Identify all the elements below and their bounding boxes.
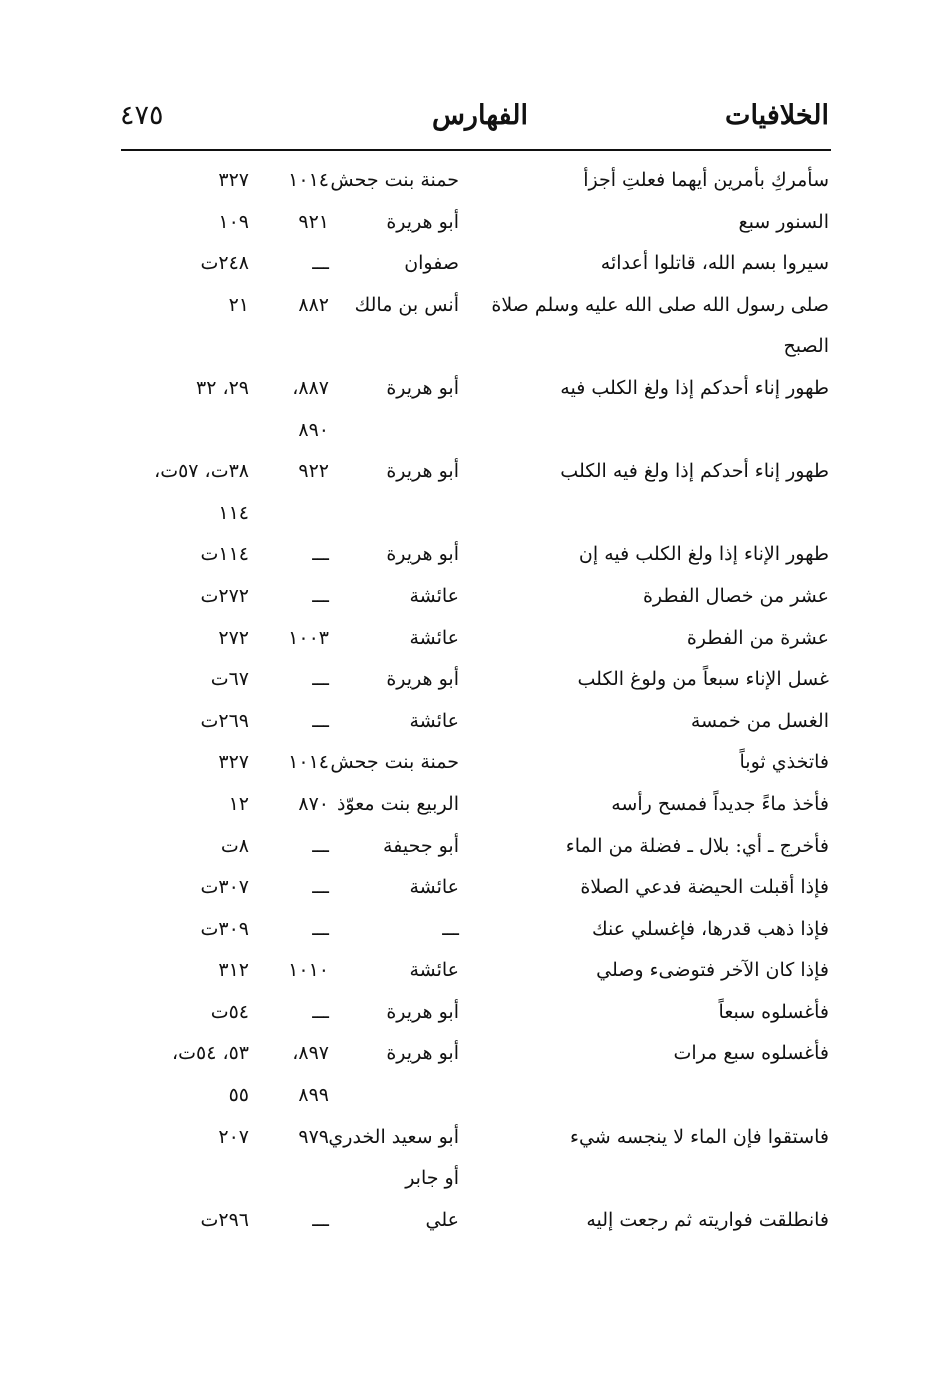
hadith-number: ٨٨٢ [298,293,329,316]
page-refs: ٣٨ت، ٥٧ت، [154,460,249,483]
narrator: عائشة [409,959,459,982]
table-row [0,326,937,368]
header-rule [121,149,831,151]
hadith-number: ـــ [312,709,329,732]
hadith-number: ـــ [312,252,329,275]
page-refs: ٢٧٢ [218,626,249,649]
table-row [0,576,937,618]
hadith-number: ـــ [312,584,329,607]
hadith-text: فإذا أقبلت الحيضة فدعي الصلاة [580,876,829,899]
table-row [0,992,937,1034]
table-row [0,701,937,743]
hadith-text: سيروا بسم الله، قاتلوا أعدائه [600,252,829,275]
table-row [0,202,937,244]
narrator: أبو هريرة [386,668,459,691]
hadith-text: طهور إناء أحدكم إذا ولغ الكلب فيه [560,376,829,399]
hadith-number: ـــ [312,543,329,566]
hadith-text: غسل الإناء سبعاً من ولوغ الكلب [577,668,829,691]
section-title: الفهارس [431,100,529,131]
book-title: الخلافيات [725,100,829,131]
hadith-text: الغسل من خمسة [690,709,829,732]
page-refs: ١٢ [228,792,249,815]
table-row [0,1158,937,1200]
page-number: ٤٧٥ [120,100,164,131]
narrator: عائشة [409,876,459,899]
narrator: عائشة [409,709,459,732]
page-refs: ٢١ [228,293,249,316]
index-table [0,160,937,1241]
narrator: أنس بن مالك [354,293,459,316]
page-refs: ٦٧ت [210,668,249,691]
hadith-number: ـــ [312,917,329,940]
page-refs: ٢٩٦ت [200,1208,249,1231]
hadith-text: طهور الإناء إذا ولغ الكلب فيه إن [578,543,829,566]
hadith-number: ٩٧٩ [298,1125,329,1148]
hadith-text: فأخرج ـ أي: بلال ـ فضلة من الماء [565,834,829,857]
table-row [0,534,937,576]
page-refs: ١١٤ت [200,543,249,566]
hadith-text: عشر من خصال الفطرة [642,584,829,607]
hadith-number: ٩٢١ [298,210,329,233]
hadith-number: ١٠١٤ [288,751,329,774]
table-row [0,493,937,535]
hadith-number: ـــ [312,1000,329,1023]
narrator: أبو هريرة [386,1042,459,1065]
page-refs: ١٠٩ [218,210,249,233]
table-row [0,243,937,285]
page-refs: ٣٠٧ت [200,876,249,899]
page-refs: ٣٢٧ [218,169,249,191]
hadith-number: ـــ [312,1208,329,1231]
narrator: أبو جحيفة [383,834,459,857]
hadith-text: فأغسلوه سبع مرات [673,1042,829,1065]
hadith-text: طهور إناء أحدكم إذا ولغ فيه الكلب [560,460,829,483]
table-row [0,659,937,701]
hadith-number: ٨٩٠ [298,418,329,441]
table-row [0,909,937,951]
hadith-number: ١٠١٤ [288,169,329,191]
page-refs: ٢٧٢ت [200,584,249,607]
table-row [0,867,937,909]
narrator: علي [425,1208,459,1231]
hadith-text: الصبح [783,335,829,358]
hadith-number: ـــ [312,876,329,899]
narrator: صفوان [404,252,459,275]
page-refs: ٣٢٧ [218,751,249,774]
table-row [0,1200,937,1242]
hadith-text: سأمركِ بأمرين أيهما فعلتِ أجزأ [583,169,829,191]
page-refs: ٣٠٩ت [200,917,249,940]
table-row [0,1033,937,1075]
narrator: عائشة [409,626,459,649]
page-refs: ٢٩، ٣٢ [195,376,249,399]
table-row [0,285,937,327]
hadith-text: فاتخذي ثوباً [739,751,829,774]
page-refs: ٥٣، ٥٤ت، [171,1042,249,1065]
page-refs: ٢٦٩ت [200,709,249,732]
narrator: الربيع بنت معوّذ [336,792,459,815]
page-refs: ٢٠٧ [218,1125,249,1148]
narrator: أبو هريرة [386,460,459,483]
narrator: أبو هريرة [386,210,459,233]
narrator: ـــ [442,917,459,940]
narrator: أبو هريرة [386,543,459,566]
page-refs: ١١٤ [218,501,249,524]
table-row [0,160,937,202]
hadith-number: ٨٩٧، [292,1042,329,1065]
table-row [0,742,937,784]
hadith-text: عشرة من الفطرة [686,626,829,649]
table-row [0,618,937,660]
hadith-number: ٨٩٩ [298,1084,329,1107]
table-row [0,1117,937,1159]
narrator: حمنة بنت جحش [330,169,459,191]
hadith-number: ـــ [312,668,329,691]
narrator: أو جابر [405,1167,459,1190]
hadith-number: ٩٢٢ [298,460,329,483]
hadith-number: ـــ [312,834,329,857]
table-row [0,410,937,452]
narrator: أبو هريرة [386,376,459,399]
narrator: أبو هريرة [386,1000,459,1023]
page-refs: ٢٤٨ت [200,252,249,275]
narrator: أبو سعيد الخدري [328,1125,459,1148]
hadith-text: فإذا كان الآخر فتوضىء وصلي [596,959,829,982]
hadith-number: ١٠١٠ [288,959,329,982]
hadith-number: ١٠٠٣ [288,626,329,649]
table-row [0,368,937,410]
narrator: عائشة [409,584,459,607]
table-row [0,451,937,493]
hadith-text: فأخذ ماءً جديداً فمسح رأسه [611,792,829,815]
page-refs: ٣١٢ [218,959,249,982]
table-row [0,784,937,826]
page-refs: ٨ت [220,834,249,857]
hadith-text: فإذا ذهب قدرها، فإغسلي عنك [591,917,829,940]
hadith-number: ٨٨٧، [292,376,329,399]
table-row [0,950,937,992]
hadith-number: ٨٧٠ [298,792,329,815]
page-refs: ٥٥ [228,1084,249,1107]
hadith-text: السنور سبع [738,210,829,233]
table-row [0,1075,937,1117]
page-refs: ٥٤ت [210,1000,249,1023]
hadith-text: فاستقوا فإن الماء لا ينجسه شيء [570,1125,829,1148]
hadith-text: فأغسلوه سبعاً [718,1000,829,1023]
narrator: حمنة بنت جحش [330,751,459,774]
table-row [0,826,937,868]
hadith-text: فانطلقت فواريته ثم رجعت إليه [586,1208,829,1231]
hadith-text: صلى رسول الله صلى الله عليه وسلم صلاة [491,293,829,316]
